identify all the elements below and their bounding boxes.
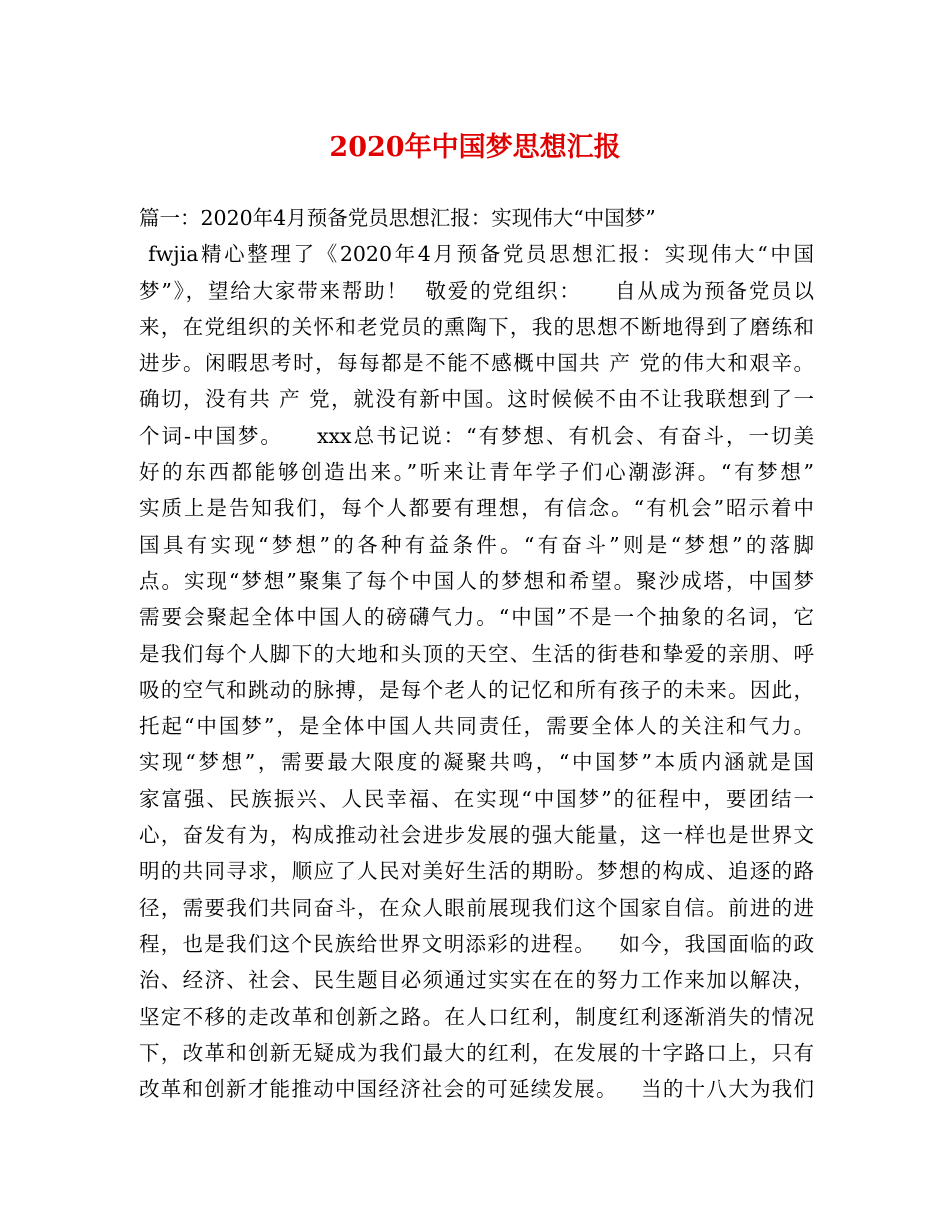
text-line: 明的共同寻求，顺应了人民对美好生活的期盼。梦想的构成、追逐的路 xyxy=(139,859,814,884)
text-line: 改革和创新才能推动中国经济社会的可延续发展。 当的十八大为我们 xyxy=(139,1077,814,1102)
text-line: 吸的空气和跳动的脉搏，是每个老人的记忆和所有孩子的未来。因此， xyxy=(139,677,814,702)
text-line: 点。实现“梦想”聚集了每个中国人的梦想和希望。聚沙成塔，中国梦 xyxy=(139,568,814,593)
text-line: 下，改革和创新无疑成为我们最大的红利，在发展的十字路口上，只有 xyxy=(139,1040,814,1065)
text-line: fwjia精心整理了《2020年4月预备党员思想汇报：实现伟大“中国 xyxy=(139,242,814,267)
text-line: 进步。闲暇思考时，每每都是不能不感概中国共 产 党的伟大和艰辛。 xyxy=(139,351,814,376)
text-line: 需要会聚起全体中国人的磅礴气力。“中国”不是一个抽象的名词，它 xyxy=(139,605,814,630)
text-line: 治、经济、社会、民生题目必须通过实实在在的努力工作来加以解决， xyxy=(139,968,814,993)
text-line: 径，需要我们共同奋斗，在众人眼前展现我们这个国家自信。前进的进 xyxy=(139,895,814,920)
text-line: 篇一：2020年4月预备党员思想汇报：实现伟大“中国梦” xyxy=(139,206,656,230)
text-line: 坚定不移的走改革和创新之路。在人口红利，制度红利逐渐消失的情况 xyxy=(139,1004,814,1029)
text-line: 是我们每个人脚下的大地和头顶的天空、生活的街巷和挚爱的亲朋、呼 xyxy=(139,641,814,666)
text-line: 家富强、民族振兴、人民幸福、在实现“中国梦”的征程中，要团结一 xyxy=(139,786,814,811)
text-line: 来，在党组织的关怀和老党员的熏陶下，我的思想不断地得到了磨练和 xyxy=(139,314,814,339)
text-line: 心，奋发有为，构成推动社会进步发展的强大能量，这一样也是世界文 xyxy=(139,823,814,848)
text-line: 梦”》，望给大家带来帮助！ 敬爱的党组织： 自从成为预备党员以 xyxy=(139,278,814,303)
document-body xyxy=(139,200,814,1107)
text-line: 实质上是告知我们，每个人都要有理想，有信念。“有机会”昭示着中 xyxy=(139,496,814,521)
text-line: 个词-中国梦。 xxx总书记说：“有梦想、有机会、有奋斗，一切美 xyxy=(139,423,814,448)
text-line: 确切，没有共 产 党，就没有新中国。这时候候不由不让我联想到了一 xyxy=(139,387,814,412)
document-title: 2020年中国梦思想汇报 xyxy=(329,132,621,163)
text-line: 程，也是我们这个民族给世界文明添彩的进程。 如今，我国面临的政 xyxy=(139,931,814,956)
text-line: 国具有实现“梦想”的各种有益条件。“有奋斗”则是“梦想”的落脚 xyxy=(139,532,814,557)
text-line: 实现“梦想”，需要最大限度的凝聚共鸣，“中国梦”本质内涵就是国 xyxy=(139,750,814,775)
text-line: 好的东西都能够创造出来。”听来让青年学子们心潮澎湃。“有梦想” xyxy=(139,460,814,485)
text-line: 托起“中国梦”，是全体中国人共同责任，需要全体人的关注和气力。 xyxy=(139,714,814,739)
